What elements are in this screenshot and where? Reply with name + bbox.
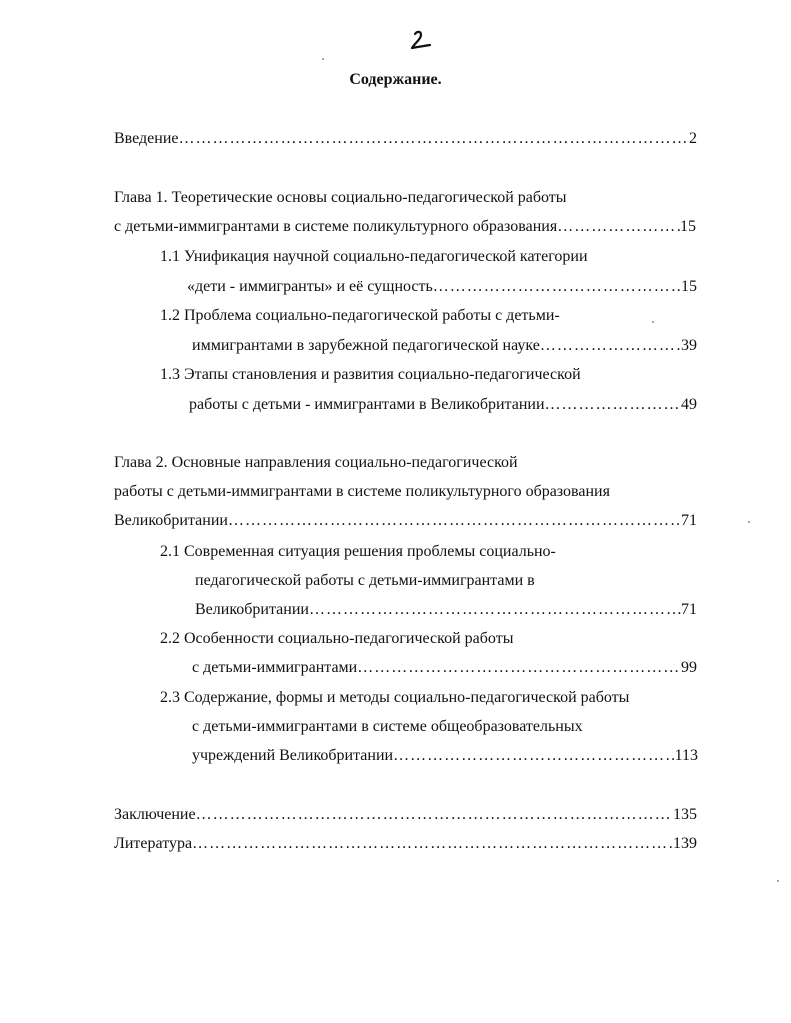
toc-entry-section-2-2 bbox=[192, 657, 697, 679]
toc-leader-dots bbox=[540, 335, 681, 357]
toc-entry-text: Заключение bbox=[114, 806, 196, 823]
toc-page-number: 99 bbox=[681, 659, 697, 676]
toc-entry-chapter-2 bbox=[114, 510, 697, 532]
section-1-2-line-1: 1.2 Проблема социально-педагогической работы с детьми- bbox=[160, 307, 560, 324]
toc-entry-text: с детьми-иммигрантами в системе поликультурного образования bbox=[114, 218, 558, 235]
toc-entry-text: «дети - иммигранты» и её сущность bbox=[187, 278, 433, 295]
toc-leader-dots bbox=[309, 599, 681, 621]
chapter-1-title-line-1: Глава 1. Теоретические основы социально-педагогической работы bbox=[114, 189, 567, 206]
toc-page-number: 15 bbox=[681, 278, 697, 295]
section-2-1-line-2: педагогической работы с детьми-иммигрантами в bbox=[195, 572, 535, 589]
section-1-3-line-1: 1.3 Этапы становления и развития социально-педагогической bbox=[160, 366, 581, 383]
page-title: Содержание. bbox=[349, 71, 442, 88]
toc-entry-intro bbox=[114, 128, 697, 150]
toc-page-number: 139 bbox=[673, 835, 697, 852]
toc-entry-text: с детьми-иммигрантами bbox=[192, 659, 358, 676]
scan-speck bbox=[322, 58, 324, 60]
toc-entry-section-1-3 bbox=[189, 394, 697, 416]
section-1-1-line-1: 1.1 Унификация научной социально-педагогической категории bbox=[160, 248, 588, 265]
toc-leader-dots bbox=[179, 128, 690, 150]
toc-entry-section-2-3 bbox=[192, 745, 698, 767]
section-2-2-line-1: 2.2 Особенности социально-педагогической работы bbox=[160, 630, 514, 647]
toc-entry-section-1-2 bbox=[192, 335, 697, 357]
scan-speck bbox=[652, 321, 654, 323]
toc-page-number: 113 bbox=[674, 747, 698, 764]
toc-entry-text: работы с детьми - иммигрантами в Великобритании bbox=[189, 396, 545, 413]
toc-leader-dots bbox=[192, 833, 673, 855]
toc-page-number: 49 bbox=[681, 396, 697, 413]
chapter-2-title-line-2: работы с детьми-иммигрантами в системе поликультурного образования bbox=[114, 483, 610, 500]
toc-leader-dots bbox=[196, 804, 673, 826]
toc-leader-dots bbox=[433, 276, 681, 298]
section-2-1-line-1: 2.1 Современная ситуация решения проблемы социально- bbox=[160, 543, 556, 560]
toc-leader-dots bbox=[228, 510, 681, 532]
toc-entry-conclusion bbox=[114, 804, 697, 826]
toc-page-number: 39 bbox=[681, 337, 697, 354]
toc-entry-section-2-1 bbox=[195, 599, 697, 621]
toc-entry-text: Великобритании bbox=[195, 601, 309, 618]
toc-page-number: 71 bbox=[681, 601, 697, 618]
scan-speck bbox=[748, 521, 750, 523]
toc-leader-dots bbox=[357, 657, 681, 679]
toc-entry-literature bbox=[114, 833, 697, 855]
toc-page-number: 15 bbox=[680, 218, 696, 235]
toc-leader-dots bbox=[545, 394, 681, 416]
toc-entry-text: Великобритании bbox=[114, 512, 228, 529]
toc-leader-dots bbox=[393, 745, 675, 767]
toc-page-number: 135 bbox=[673, 806, 697, 823]
toc-page-number: 71 bbox=[681, 512, 697, 529]
toc-page-number: 2 bbox=[689, 130, 697, 147]
scan-speck bbox=[777, 880, 779, 882]
toc-entry-text: иммигрантами в зарубежной педагогической науке bbox=[192, 337, 540, 354]
section-2-3-line-2: с детьми-иммигрантами в системе общеобразовательных bbox=[192, 718, 583, 735]
toc-entry-text: учреждений Великобритании bbox=[192, 747, 394, 764]
chapter-2-title-line-1: Глава 2. Основные направления социально-педагогической bbox=[114, 454, 518, 471]
handwritten-page-number bbox=[406, 28, 436, 54]
toc-entry-text: Введение bbox=[114, 130, 179, 147]
toc-entry-text: Литература bbox=[114, 835, 193, 852]
section-2-3-line-1: 2.3 Содержание, формы и методы социально-педагогической работы bbox=[160, 689, 630, 706]
toc-entry-chapter-1 bbox=[114, 216, 696, 238]
toc-leader-dots bbox=[557, 216, 680, 238]
toc-entry-section-1-1 bbox=[187, 276, 697, 298]
